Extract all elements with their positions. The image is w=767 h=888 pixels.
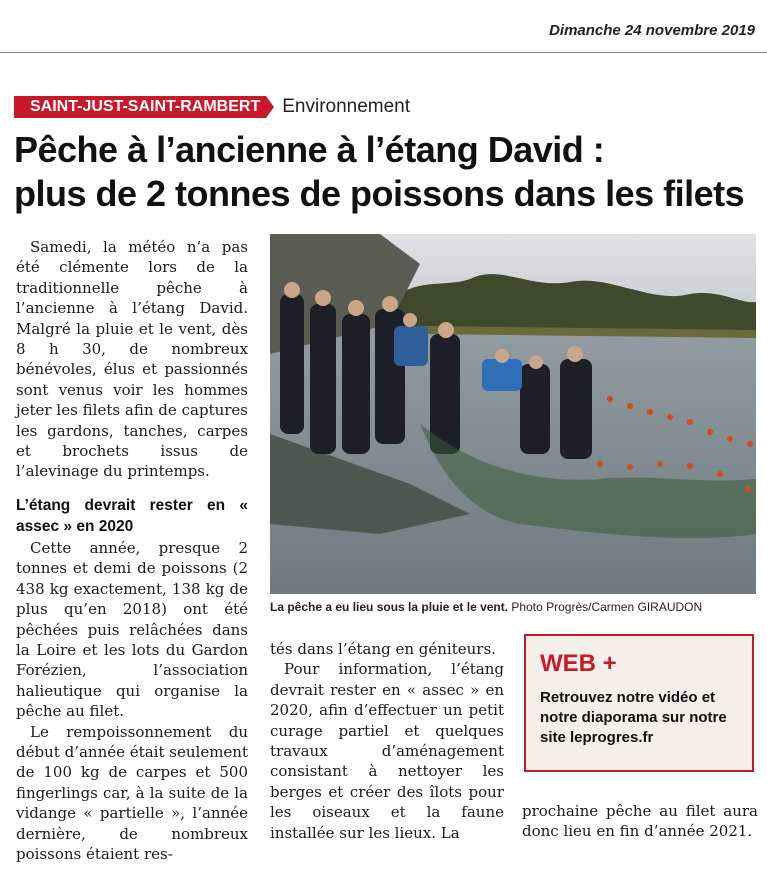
paragraph-3-start: Le rempoissonnement du début d’année était seulement de 100 kg de carpes et 500 fingerlings car, à la suite de la vidange « partielle », l’année dernière, de nombreux poissons étaient res- [16, 722, 248, 863]
headline [14, 128, 764, 216]
section-rubric: Environnement [282, 96, 411, 117]
photo-caption [270, 600, 760, 614]
paragraph-2: Cette année, presque 2 tonnes et demi de poissons (2 438 kg exactement, 138 kg de plus qu’en 2018) ont été pêchées puis relâchées dans la Loire et les lots du Gardon Forézien, l’association halieutique qui organise la pêche au filet. [16, 538, 248, 721]
headline-line-2: plus de 2 tonnes de poissons dans les filets [14, 173, 745, 214]
paragraph-4-end: prochaine pêche au filet aura donc lieu en fin d’année 2021. [522, 802, 758, 841]
photo-credit: Photo Progrès/Carmen GIRAUDON [511, 600, 703, 614]
paragraph-4-start: Pour information, l’étang devrait rester en « assec » en 2020, afin d’effectuer un petit curage partiel et quelques travaux d’aménagement consistant à nettoyer les berges et créer des îlots pour les oiseaux et la faune installée sur les lieux. La [270, 660, 504, 842]
web-promo-text: Retrouvez notre vidéo et notre diaporama sur notre site leprogres.fr [540, 689, 727, 746]
fishing-scene-image [270, 234, 756, 594]
paragraph-1: Samedi, la météo n’a pas été clémente lors de la traditionnelle pêche à l’ancienne à l’étang David. Malgré la pluie et le vent, dès 8 h 30, de nombreux bénévoles, élus et passionnés sont venus voir les hommes jeter les filets afin de captures les gardons, tanches, carpes et brochets issus de l’alevinage du printemps. [16, 238, 248, 481]
paragraph-3-end: tés dans l’étang en géniteurs. [270, 640, 496, 658]
header-rule [0, 52, 767, 53]
web-promo-title: WEB + [540, 650, 617, 677]
caption-text: La pêche a eu lieu sous la pluie et le vent. [270, 600, 509, 614]
article-photo [270, 234, 756, 594]
edition-date: Dimanche 24 novembre 2019 [549, 22, 755, 39]
article-column-1 [16, 237, 248, 864]
web-promo-box[interactable] [524, 634, 754, 772]
headline-line-1: Pêche à l’ancienne à l’étang David : [14, 129, 605, 170]
kicker [14, 96, 410, 118]
article-column-3 [522, 801, 758, 842]
subheading: L’étang devrait rester en « assec » en 2020 [16, 496, 248, 535]
article-column-2 [270, 639, 504, 843]
city-label: SAINT-JUST-SAINT-RAMBERT [14, 96, 266, 118]
